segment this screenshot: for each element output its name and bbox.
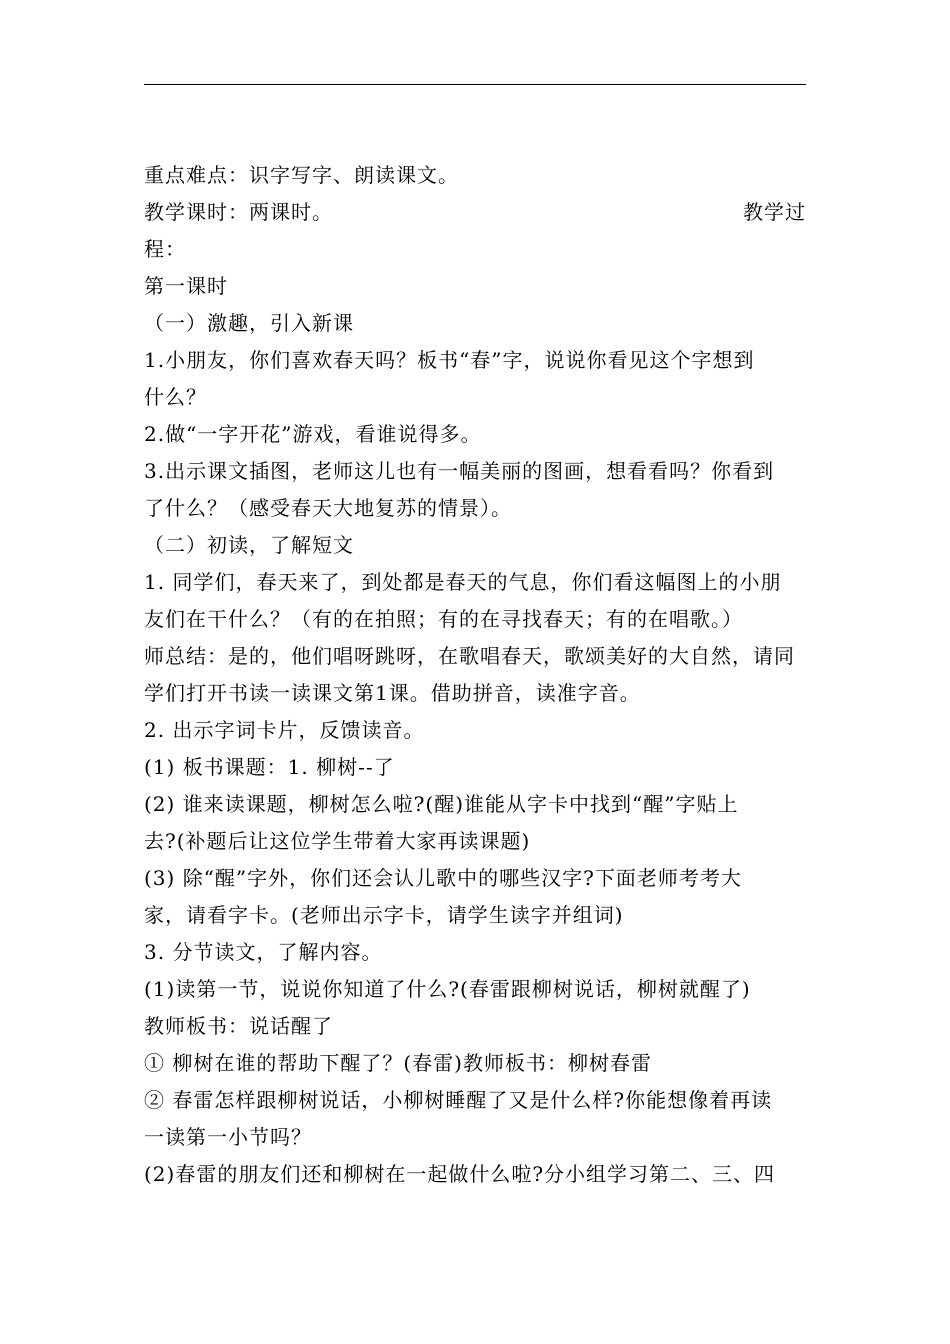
text-line: (1) 板书课题：1. 柳树--了 [144, 755, 395, 779]
text-line: 2. 出示字词卡片，反馈读音。 [144, 718, 425, 742]
text-line: 了什么？（感受春天大地复苏的情景）。 [144, 496, 512, 520]
text-line: 家，请看字卡。(老师出示字卡，请学生读字并组词) [144, 903, 624, 927]
text-line: 3. 分节读文，了解内容。 [144, 940, 383, 964]
text-line: 2.做“一字开花”游戏，看谁说得多。 [144, 422, 482, 446]
text-line: ② 春雷怎样跟柳树说话，小柳树睡醒了又是什么样?你能想像着再读 [144, 1088, 773, 1112]
document-body [144, 157, 806, 1193]
text-line-right: 教学过 [743, 200, 806, 224]
text-line: 学们打开书读一读课文第1课。借助拼音，读准字音。 [144, 681, 641, 705]
text-line: 师总结：是的，他们唱呀跳呀，在歌唱春天，歌颂美好的大自然，请同 [144, 644, 795, 668]
text-line: (3) 除“醒”字外，你们还会认儿歌中的哪些汉字?下面老师考考大 [144, 866, 742, 890]
text-line: (2)春雷的朋友们还和柳树在一起做什么啦?分小组学习第二、三、四 [144, 1162, 776, 1186]
text-line: 3.出示课文插图，老师这儿也有一幅美丽的图画，想看看吗？你看到 [144, 459, 775, 483]
text-line: 教师板书：说话醒了 [144, 1014, 333, 1038]
text-line: 友们在干什么？（有的在拍照；有的在寻找春天；有的在唱歌。） [144, 607, 743, 631]
section-heading: （一）激趣，引入新课 [144, 311, 354, 335]
text-line: 去?(补题后让这位学生带着大家再读课题) [144, 829, 531, 853]
text-line: 一读第一小节吗？ [144, 1125, 312, 1149]
text-line [144, 194, 806, 231]
text-line: (2) 谁来读课题，柳树怎么啦?(醒)谁能从字卡中找到“醒”字贴上 [144, 792, 739, 816]
text-line: 重点难点：识字写字、朗读课文。 [144, 163, 459, 187]
text-line: 什么？ [144, 385, 207, 409]
text-line: 程： [144, 237, 186, 261]
text-line: ① 柳树在谁的帮助下醒了？(春雷)教师板书：柳树春雷 [144, 1051, 652, 1075]
text-line-left: 教学课时：两课时。 [144, 200, 333, 224]
header-rule [144, 84, 806, 85]
section-heading: 第一课时 [144, 274, 228, 298]
text-line: 1. 同学们，春天来了，到处都是春天的气息，你们看这幅图上的小朋 [144, 570, 782, 594]
section-heading: （二）初读，了解短文 [144, 533, 354, 557]
text-line: 1.小朋友，你们喜欢春天吗？板书“春”字，说说你看见这个字想到 [144, 348, 755, 372]
text-line: (1)读第一节，说说你知道了什么?(春雷跟柳树说话，柳树就醒了) [144, 977, 751, 1001]
